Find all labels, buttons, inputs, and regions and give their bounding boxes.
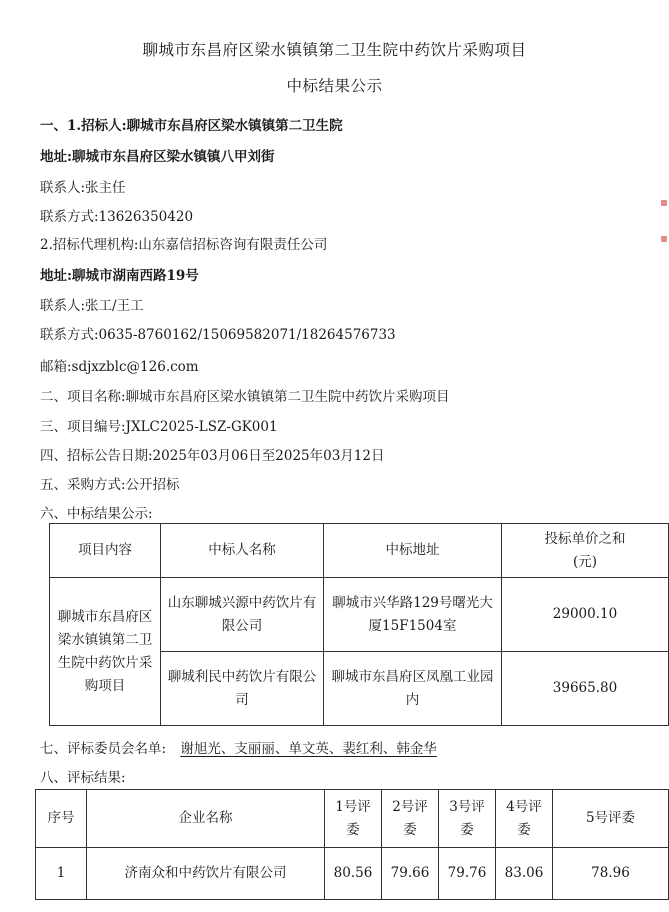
agency-phone: 联系方式:0635-8760162/15069582071/18264576733	[40, 327, 396, 343]
edge-stamp-mark	[661, 236, 667, 242]
document-title: 聊城市东昌府区梁水镇镇第二卫生院中药饮片采购项目	[142, 41, 527, 59]
committee-line	[40, 737, 437, 757]
header-winner-address: 中标地址	[324, 524, 502, 578]
project-content-cell: 聊城市东昌府区梁水镇镇第二卫生院中药饮片采购项目	[50, 578, 161, 726]
score-cell: 80.56	[325, 848, 382, 900]
evaluation-results-table	[35, 789, 669, 900]
agency-email: 邮箱:sdjxzblc@126.com	[40, 359, 199, 375]
table-header-row	[36, 790, 669, 848]
header-judge-3: 3号评委	[439, 790, 496, 848]
announcement-date-line: 四、招标公告日期:2025年03月06日至2025年03月12日	[40, 448, 385, 464]
tenderer-phone: 联系方式:13626350420	[40, 209, 194, 225]
header-judge-2: 2号评委	[382, 790, 439, 848]
winner-name-cell: 聊城利民中药饮片有限公司	[161, 652, 324, 726]
header-judge-4: 4号评委	[496, 790, 553, 848]
evaluation-results-heading: 八、评标结果:	[40, 770, 126, 786]
winner-name-cell: 山东聊城兴源中药饮片有限公司	[161, 578, 324, 652]
table-row	[50, 578, 669, 652]
committee-label: 七、评标委员会名单:	[40, 741, 167, 757]
winning-results-heading: 六、中标结果公示:	[40, 506, 153, 522]
header-judge-1: 1号评委	[325, 790, 382, 848]
score-cell: 78.96	[553, 848, 669, 900]
agency-address: 地址:聊城市湖南西路19号	[40, 268, 199, 284]
seq-cell: 1	[36, 848, 87, 900]
table-header-row	[50, 524, 669, 578]
company-cell: 济南众和中药饮片有限公司	[87, 848, 325, 900]
edge-stamp-mark	[661, 200, 667, 206]
score-cell: 83.06	[496, 848, 553, 900]
header-winner-name: 中标人名称	[161, 524, 324, 578]
score-cell: 79.76	[439, 848, 496, 900]
bid-price-cell: 29000.10	[502, 578, 669, 652]
project-name-line: 二、项目名称:聊城市东昌府区梁水镇镇第二卫生院中药饮片采购项目	[40, 389, 450, 405]
project-number-line: 三、项目编号:JXLC2025-LSZ-GK001	[40, 419, 278, 435]
document-subtitle: 中标结果公示	[286, 77, 383, 95]
agency-contact: 联系人:张工/王工	[40, 298, 144, 314]
header-bid-price	[502, 524, 669, 578]
tenderer-line: 一、1.招标人:聊城市东昌府区梁水镇镇第二卫生院	[40, 118, 343, 134]
procurement-method-line: 五、采购方式:公开招标	[40, 477, 180, 493]
bid-price-cell: 39665.80	[502, 652, 669, 726]
winner-address-cell: 聊城市兴华路129号曙光大厦15F1504室	[324, 578, 502, 652]
header-bid-price-line1: 投标单价之和	[544, 530, 626, 547]
header-project-content: 项目内容	[50, 524, 161, 578]
header-company: 企业名称	[87, 790, 325, 848]
agency-line: 2.招标代理机构:山东嘉信招标咨询有限责任公司	[40, 237, 328, 253]
committee-names: 谢旭光、支丽丽、单文英、裴红利、韩金华	[180, 741, 437, 757]
winner-address-cell: 聊城市东昌府区凤凰工业园内	[324, 652, 502, 726]
header-seq: 序号	[36, 790, 87, 848]
tenderer-contact: 联系人:张主任	[40, 180, 126, 196]
winning-results-table	[49, 523, 669, 726]
tenderer-address: 地址:聊城市东昌府区梁水镇镇八甲刘街	[40, 149, 275, 165]
score-cell: 79.66	[382, 848, 439, 900]
header-judge-5: 5号评委	[553, 790, 669, 848]
table-row	[36, 848, 669, 900]
header-bid-price-line2: (元)	[572, 553, 598, 570]
